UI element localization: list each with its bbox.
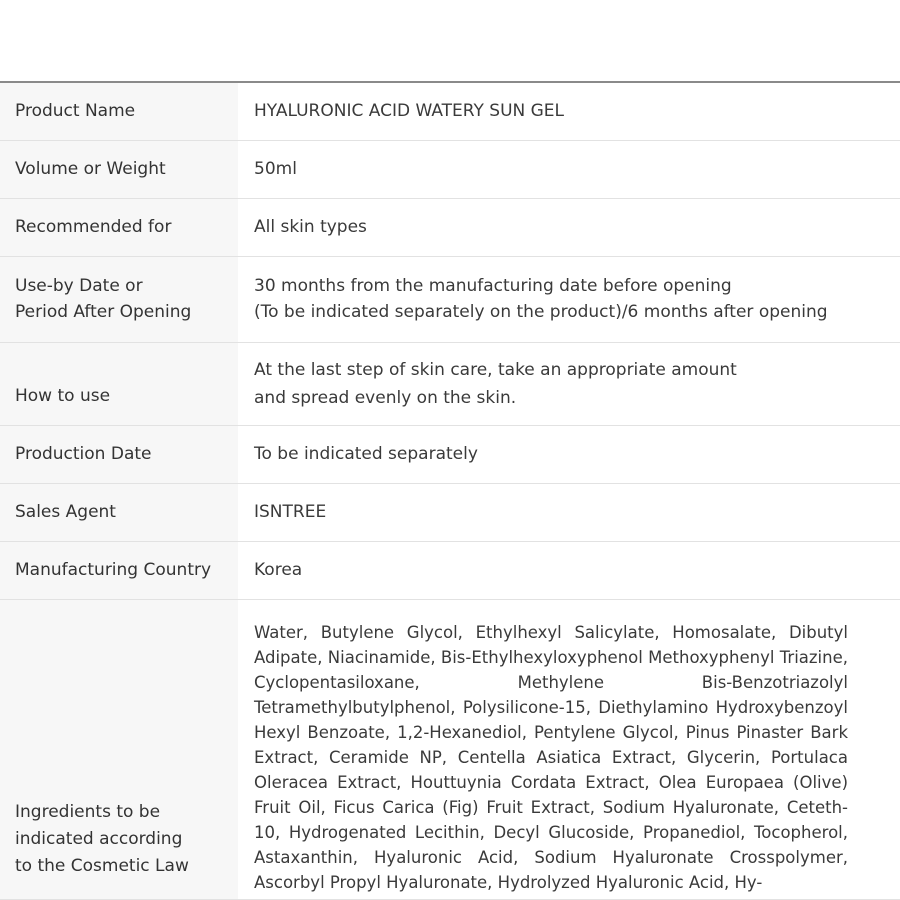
row-production-date (0, 425, 900, 483)
row-sales-agent (0, 483, 900, 541)
product-spec-table (0, 81, 900, 900)
label-manufacturing-country: Manufacturing Country (0, 541, 238, 599)
label-use-by (0, 256, 238, 342)
value-recommended: All skin types (238, 198, 900, 256)
label-ingredients (0, 599, 238, 899)
value-how-to-use (238, 342, 900, 425)
label-sales-agent: Sales Agent (0, 483, 238, 541)
value-ingredients: Water, Butylene Glycol, Ethylhexyl Salicylate, Homosalate, Dibutyl Adipate, Niacinamide, Bis-Ethylhexyloxyphenol Methoxyphenyl Triazine, Cyclopentasiloxane, Methylene Bis-Benzotriazolyl Tetramethylbutylphenol, Polysilicone-15, Diethylamino Hydroxybenzoyl Hexyl Benzoate, 1,2-Hexanediol, Pentylene Glycol, Pinus Pinaster Bark Extract, Ceramide NP, Centella Asiatica Extract, Glycerin, Portulaca Oleracea Extract, Houttuynia Cordata Extract, Olea Europaea (Olive) Fruit Oil, Ficus Carica (Fig) Fruit Extract, Sodium Hyaluronate, Ceteth-10, Hydrogenated Lecithin, Decyl Glucoside, Propanediol, Tocopherol, Astaxanthin, Hyaluronic Acid, Sodium Hyaluronate Crosspolymer, Ascorbyl Propyl Hyaluronate, Hydrolyzed Hyaluronic Acid, Hy- (238, 599, 900, 899)
label-production-date: Production Date (0, 425, 238, 483)
value-use-by-line-1: 30 months from the manufacturing date before opening (254, 276, 732, 296)
value-manufacturing-country: Korea (238, 541, 900, 599)
label-use-by-line-2: Period After Opening (15, 302, 192, 322)
label-use-by-line-1: Use-by Date or (15, 276, 143, 296)
label-product-name: Product Name (0, 82, 238, 140)
value-how-to-use-line-2: and spread evenly on the skin. (254, 387, 517, 408)
row-ingredients (0, 599, 900, 899)
value-product-name: HYALURONIC ACID WATERY SUN GEL (238, 82, 900, 140)
value-how-to-use-line-1: At the last step of skin care, take an appropriate amount (254, 359, 737, 380)
top-blank-area (0, 0, 900, 81)
value-use-by (238, 256, 900, 342)
label-ingredients-line-2: indicated according (15, 828, 183, 849)
label-how-to-use: How to use (0, 342, 238, 425)
row-how-to-use (0, 342, 900, 425)
row-product-name (0, 82, 900, 140)
label-recommended: Recommended for (0, 198, 238, 256)
row-recommended (0, 198, 900, 256)
value-production-date: To be indicated separately (238, 425, 900, 483)
value-sales-agent: ISNTREE (238, 483, 900, 541)
row-manufacturing-country (0, 541, 900, 599)
row-use-by (0, 256, 900, 342)
label-ingredients-line-1: Ingredients to be (15, 801, 161, 822)
value-use-by-line-2: (To be indicated separately on the product)/6 months after opening (254, 302, 828, 322)
value-volume: 50ml (238, 140, 900, 198)
label-ingredients-line-3: to the Cosmetic Law (15, 855, 189, 876)
label-volume: Volume or Weight (0, 140, 238, 198)
row-volume (0, 140, 900, 198)
